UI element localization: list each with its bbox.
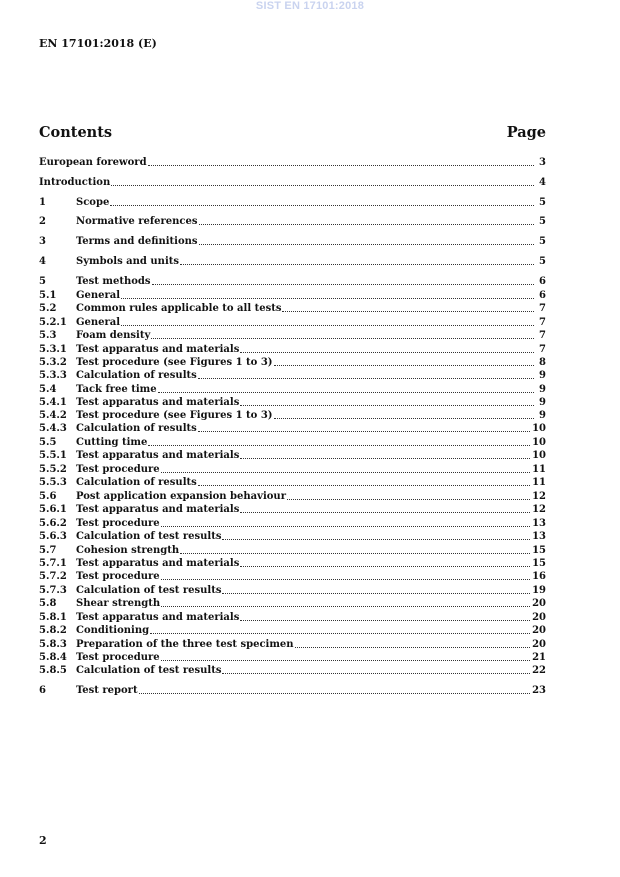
toc-entry-number: 5.7 — [39, 545, 57, 556]
toc-entry-title: General — [76, 317, 121, 328]
toc-entry-title: Preparation of the three test specimen — [76, 639, 294, 650]
toc-entry[interactable] — [39, 397, 546, 409]
toc-entry-number: 1 — [39, 197, 46, 208]
toc-entry[interactable] — [39, 236, 546, 248]
toc-dot-leader — [222, 593, 530, 594]
toc-entry-number: 5.2.1 — [39, 317, 67, 328]
toc-entry-title: Test apparatus and materials — [76, 450, 240, 461]
toc-entry-page: 19 — [532, 585, 546, 596]
toc-entry-title: Cohesion strength — [76, 545, 180, 556]
toc-entry-number: 5.1 — [39, 290, 57, 301]
toc-entry-number: 5.5.1 — [39, 450, 67, 461]
toc-entry-title: Calculation of test results — [76, 531, 222, 542]
toc-entry-number: 5.5 — [39, 437, 57, 448]
toc-entry[interactable] — [39, 531, 546, 543]
toc-entry[interactable] — [39, 571, 546, 583]
contents-heading: Contents — [39, 124, 113, 141]
toc-entry-title: Test procedure — [76, 464, 160, 475]
toc-entry-title: Test methods — [76, 276, 151, 287]
toc-dot-leader — [110, 205, 534, 206]
toc-entry-page: 12 — [532, 491, 546, 502]
toc-entry-page: 22 — [532, 665, 546, 676]
toc-entry-number: 3 — [39, 236, 46, 247]
toc-entry-title: Test procedure — [76, 652, 160, 663]
toc-dot-leader — [121, 298, 534, 299]
page-column-label: Page — [506, 124, 546, 141]
toc-entry-title: Terms and definitions — [76, 236, 198, 247]
toc-entry-title: Cutting time — [76, 437, 148, 448]
toc-entry-number: 6 — [39, 685, 46, 696]
toc-entry-page: 5 — [539, 197, 546, 208]
toc-entry-page: 10 — [532, 450, 546, 461]
toc-entry[interactable] — [39, 303, 546, 315]
toc-dot-leader — [199, 224, 535, 225]
toc-entry-page: 21 — [532, 652, 546, 663]
toc-dot-leader — [161, 660, 530, 661]
toc-entry-title: Test apparatus and materials — [76, 612, 240, 623]
toc-entry-title: Scope — [76, 197, 110, 208]
contents-header — [39, 124, 546, 141]
toc-entry-number: 5.5.2 — [39, 464, 67, 475]
toc-entry-page: 5 — [539, 256, 546, 267]
toc-entry-page: 10 — [532, 423, 546, 434]
toc-entry-page: 3 — [539, 157, 546, 168]
toc-entry-number: 5.3.1 — [39, 344, 67, 355]
toc-entry[interactable] — [39, 685, 546, 697]
toc-entry[interactable] — [39, 344, 546, 356]
toc-entry-page: 7 — [539, 344, 546, 355]
toc-entry[interactable] — [39, 330, 546, 342]
toc-dot-leader — [198, 431, 530, 432]
toc-entry-page: 9 — [539, 397, 546, 408]
toc-entry[interactable] — [39, 216, 546, 228]
toc-entry-number: 5.4.3 — [39, 423, 67, 434]
toc-entry-number: 5.4.2 — [39, 410, 67, 421]
toc-entry[interactable] — [39, 437, 546, 449]
toc-dot-leader — [139, 693, 531, 694]
toc-dot-leader — [222, 673, 530, 674]
toc-entry-number: 5.8.3 — [39, 639, 67, 650]
toc-entry-number: 5.4.1 — [39, 397, 67, 408]
page-number: 2 — [39, 834, 47, 847]
toc-entry-title: Test apparatus and materials — [76, 344, 240, 355]
toc-dot-leader — [240, 458, 530, 459]
toc-dot-leader — [198, 378, 534, 379]
toc-entry-number: 2 — [39, 216, 46, 227]
toc-entry[interactable] — [39, 290, 546, 302]
toc-dot-leader — [180, 264, 534, 265]
toc-entry-number: 5.6.2 — [39, 518, 67, 529]
toc-entry[interactable] — [39, 598, 546, 610]
toc-entry[interactable] — [39, 585, 546, 597]
toc-entry-number: 5.6 — [39, 491, 57, 502]
toc-entry-page: 6 — [539, 276, 546, 287]
toc-dot-leader — [180, 553, 530, 554]
toc-entry-title: General — [76, 290, 121, 301]
toc-entry-number: 5.5.3 — [39, 477, 67, 488]
toc-entry[interactable] — [39, 197, 546, 209]
toc-entry-title: Test apparatus and materials — [76, 397, 240, 408]
toc-dot-leader — [152, 284, 534, 285]
toc-entry[interactable] — [39, 558, 546, 570]
toc-entry-page: 5 — [539, 236, 546, 247]
toc-entry-page: 7 — [539, 330, 546, 341]
toc-entry-number: 4 — [39, 256, 46, 267]
toc-entry-title: Test apparatus and materials — [76, 504, 240, 515]
toc-entry-number: 5.7.3 — [39, 585, 67, 596]
toc-entry-page: 11 — [532, 464, 546, 475]
toc-entry-title: Post application expansion behaviour — [76, 491, 286, 502]
toc-entry[interactable] — [39, 477, 546, 489]
toc-entry[interactable] — [39, 450, 546, 462]
toc-entry-number: 5.2 — [39, 303, 57, 314]
toc-entry-title: Calculation of results — [76, 477, 197, 488]
toc-entry-number: 5.7.1 — [39, 558, 67, 569]
toc-dot-leader — [148, 445, 530, 446]
toc-entry[interactable] — [39, 665, 546, 677]
toc-dot-leader — [150, 633, 530, 634]
toc-entry[interactable] — [39, 652, 546, 664]
toc-entry-title: Foam density — [76, 330, 151, 341]
toc-entry[interactable] — [39, 157, 546, 169]
toc-entry-page: 20 — [532, 598, 546, 609]
toc-entry[interactable] — [39, 357, 546, 369]
toc-entry-page: 6 — [539, 290, 546, 301]
toc-entry-title: Symbols and units — [76, 256, 179, 267]
toc-entry-number: 5.3.2 — [39, 357, 67, 368]
toc-entry-number: 5.4 — [39, 384, 57, 395]
toc-dot-leader — [240, 405, 534, 406]
toc-entry[interactable] — [39, 423, 546, 435]
toc-dot-leader — [199, 244, 534, 245]
toc-entry-page: 12 — [532, 504, 546, 515]
watermark: SIST EN 17101:2018 — [255, 0, 365, 12]
toc-entry[interactable] — [39, 384, 546, 396]
toc-entry-page: 9 — [539, 410, 546, 421]
toc-entry-title: Normative references — [76, 216, 198, 227]
toc-entry-page: 9 — [539, 370, 546, 381]
toc-dot-leader — [240, 512, 530, 513]
toc-entry-page: 10 — [532, 437, 546, 448]
toc-entry[interactable] — [39, 545, 546, 557]
document-id: EN 17101:2018 (E) — [39, 37, 157, 50]
toc-dot-leader — [198, 485, 530, 486]
toc-dot-leader — [161, 472, 530, 473]
toc-dot-leader — [274, 418, 534, 419]
toc-entry-number: 5.8.5 — [39, 665, 67, 676]
toc-entry-number: 5.7.2 — [39, 571, 67, 582]
toc-dot-leader — [222, 539, 530, 540]
toc-dot-leader — [274, 365, 534, 366]
toc-entry[interactable] — [39, 177, 546, 189]
toc-entry-title: Shear strength — [76, 598, 161, 609]
toc-dot-leader — [240, 566, 530, 567]
toc-entry-title: Calculation of test results — [76, 665, 222, 676]
toc-entry-title: Common rules applicable to all tests — [76, 303, 282, 314]
toc-dot-leader — [161, 526, 530, 527]
toc-entry-number: 5.3.3 — [39, 370, 67, 381]
toc-entry-page: 9 — [539, 384, 546, 395]
toc-dot-leader — [282, 311, 534, 312]
toc-entry-page: 15 — [532, 558, 546, 569]
toc-entry-page: 20 — [532, 612, 546, 623]
toc-entry-number: 5.8.4 — [39, 652, 67, 663]
toc-entry[interactable] — [39, 639, 546, 651]
toc-entry-title: Test procedure (see Figures 1 to 3) — [76, 357, 273, 368]
toc-entry-number: 5.3 — [39, 330, 57, 341]
toc-entry-title: Calculation of test results — [76, 585, 222, 596]
toc-entry[interactable] — [39, 518, 546, 530]
toc-dot-leader — [121, 325, 534, 326]
toc-entry-page: 8 — [539, 357, 546, 368]
toc-dot-leader — [111, 185, 534, 186]
toc-entry-title: Tack free time — [76, 384, 157, 395]
toc-entry-number: 5.6.3 — [39, 531, 67, 542]
toc-entry-page: 23 — [532, 685, 546, 696]
toc-entry[interactable] — [39, 491, 546, 503]
toc-entry-page: 13 — [532, 531, 546, 542]
toc-entry-title: Introduction — [39, 177, 111, 188]
toc-entry-title: European foreword — [39, 157, 147, 168]
toc-entry-page: 13 — [532, 518, 546, 529]
toc-entry-page: 20 — [532, 639, 546, 650]
toc-entry-page: 4 — [539, 177, 546, 188]
toc-entry[interactable] — [39, 317, 546, 329]
toc-entry[interactable] — [39, 625, 546, 637]
toc-entry-title: Test procedure — [76, 571, 160, 582]
toc-entry[interactable] — [39, 410, 546, 422]
toc-entry[interactable] — [39, 504, 546, 516]
toc-dot-leader — [161, 606, 530, 607]
toc-entry-title: Calculation of results — [76, 370, 197, 381]
toc-entry-page: 16 — [532, 571, 546, 582]
toc-entry-number: 5.8 — [39, 598, 57, 609]
toc-dot-leader — [158, 392, 534, 393]
toc-entry-number: 5.6.1 — [39, 504, 67, 515]
toc-entry[interactable] — [39, 612, 546, 624]
toc-entry-page: 11 — [532, 477, 546, 488]
toc-entry-page: 20 — [532, 625, 546, 636]
toc-dot-leader — [240, 352, 534, 353]
toc-entry-number: 5.8.1 — [39, 612, 67, 623]
toc-entry[interactable] — [39, 370, 546, 382]
toc-entry-page: 15 — [532, 545, 546, 556]
toc-entry[interactable] — [39, 256, 546, 268]
toc-entry-title: Test procedure — [76, 518, 160, 529]
toc-entry[interactable] — [39, 464, 546, 476]
toc-dot-leader — [151, 338, 534, 339]
toc-entry-title: Calculation of results — [76, 423, 197, 434]
toc-dot-leader — [240, 620, 530, 621]
toc-entry-number: 5.8.2 — [39, 625, 67, 636]
toc-entry-page: 5 — [539, 216, 546, 227]
toc-dot-leader — [295, 647, 531, 648]
toc-entry-page: 7 — [539, 317, 546, 328]
toc-entry-title: Conditioning — [76, 625, 150, 636]
toc-dot-leader — [148, 165, 534, 166]
toc-dot-leader — [161, 579, 530, 580]
toc-dot-leader — [287, 499, 530, 500]
toc-entry-title: Test report — [76, 685, 138, 696]
toc-entry-page: 7 — [539, 303, 546, 314]
toc-entry-title: Test procedure (see Figures 1 to 3) — [76, 410, 273, 421]
toc-entry-number: 5 — [39, 276, 46, 287]
toc-entry[interactable] — [39, 276, 546, 288]
toc-entry-title: Test apparatus and materials — [76, 558, 240, 569]
